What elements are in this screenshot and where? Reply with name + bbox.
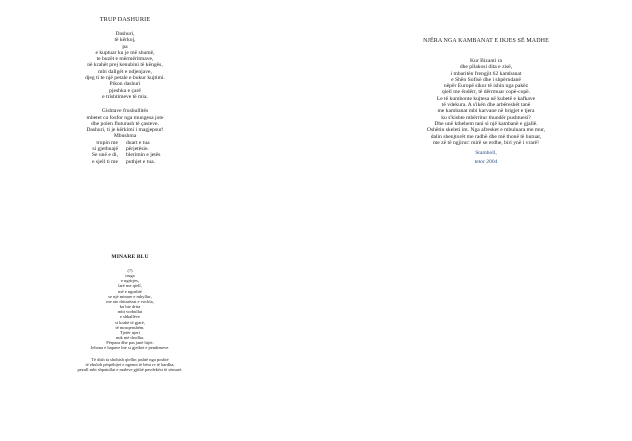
poem-line: Dhe unë kthehem tani si një kambanë e gjallë. — [434, 120, 538, 127]
poem-title: TRUP DASHURIE — [99, 16, 151, 23]
poem-line: me kambanat mbi karvane në brigjet e tjera — [437, 108, 535, 115]
poem-line: më e ngushtë — [118, 288, 142, 294]
poem-line: pa — [122, 43, 128, 50]
poem-line: dalin shenjtorët me radhë dhe më thonë të hutuar, — [430, 133, 542, 140]
poem-lines-2 — [25, 357, 235, 372]
right-page — [316, 0, 632, 441]
poem-line: te buzët e mërmëritmave, — [96, 56, 154, 63]
poem-line: Mbushma — [113, 133, 137, 140]
poem-line: e trishtimeve të mia. — [102, 93, 148, 100]
pair-right: duart e tua — [126, 139, 150, 146]
poem-line: ku bie drita — [119, 304, 141, 310]
poem-line: Të dish ta shohish qiellin jashtë nga poshtë — [91, 356, 169, 362]
poem-line: me zë të ngjirur: mirë se erdhe, biri ynë i vrarë! — [432, 139, 540, 146]
poem-line: Pikon dashuri — [109, 81, 141, 88]
poem-line: nëpër Europë sikur të ishin nga pakëz — [443, 83, 529, 90]
stanza-1 — [60, 31, 190, 100]
poem-line: me ato dritarëzat e vockla, — [106, 298, 154, 304]
poem-line: e ngrirjes, — [121, 278, 139, 284]
poem-line: si krahë të gjarë, — [115, 319, 145, 325]
place: Stamboll, — [475, 150, 497, 157]
poem-title: NJËRA NGA KAMBANAT E IKJES SË MADHE — [423, 38, 549, 44]
poem-lines — [386, 58, 586, 146]
pair-left: trupin me — [96, 139, 118, 146]
poem-line: të mosqenshëm. — [115, 324, 145, 330]
poem-line: e Shën Sofisë dhe i shpërndanë — [451, 76, 521, 83]
pair-left: Se unë e di, — [91, 152, 118, 159]
poem-line: mbi dallgët e ndjenjave, — [98, 68, 152, 75]
poem-line: Kur Bizanti ra — [470, 58, 502, 64]
poem-line: ku s'kishte mbërritur thundër pushtuesi? — [441, 114, 531, 121]
poem-trup-dashurie — [60, 16, 190, 165]
stanza-2 — [60, 108, 190, 139]
poem-line: të zbuloh përpëhijet e ngenut të bëra re të bardha, — [85, 361, 175, 367]
poem-line: larë me qiell, — [118, 283, 142, 289]
poem-line: Tjetër njeri — [119, 329, 141, 335]
pair-right: përjetësie. — [126, 146, 149, 153]
poem-line: Gishtave frushullitës — [101, 108, 149, 115]
poem-line: qiell me ëndërr, të dërrmuar copë-copë. — [441, 89, 531, 96]
poem-line: mbetet ca fosfor nga mungesa jote — [86, 114, 164, 121]
date: tetor 2004 — [474, 159, 498, 166]
pair-left: si gjethnajë — [92, 146, 118, 153]
poem-line: nuk më drodha. — [115, 335, 145, 341]
poem-line: mbi vorbullat — [117, 309, 143, 315]
poem-line: Jehona e hapave bie si gjethet e pendimeve. — [90, 345, 170, 351]
poem-line: dhe pllakosi dita e zisë, — [459, 64, 513, 71]
poem-line: Oshëtin skeleti im. Nga afresket e mbuluara me mur, — [426, 127, 546, 134]
pair-left: e sjell ti me — [92, 158, 118, 165]
poem-minare-blu — [25, 254, 235, 372]
poem-line: të vdekura. A s'ikën dhe arbëreshët tanë — [441, 102, 531, 109]
poem-line: e kuptuar ku je më shumë, — [95, 49, 155, 56]
poem-line: (?) — [127, 268, 133, 273]
poem-line-pair — [60, 159, 190, 165]
poem-line: të kërkoj, — [114, 37, 136, 44]
poem-line: Dashuri, ti je kërkimi i magjepsur! — [86, 127, 164, 134]
poem-kambanat — [386, 38, 586, 166]
poem-line: Dashuri, — [115, 31, 135, 37]
poem-line: truga — [125, 273, 135, 279]
stanza-2-pairs — [60, 140, 190, 165]
pair-right: blerimin e jetës — [126, 152, 161, 159]
poem-line: se një minare e mbyllur, — [108, 293, 152, 299]
poem-line: i mbaritën frengjit 62 kambanat — [450, 70, 522, 77]
poem-title: MINARE BLU — [111, 254, 149, 260]
poem-line: në krahët prej kenubini të këngës, — [87, 62, 163, 69]
poem-line: Le të kumbonte kujtesa në kubetë e kafkave — [436, 95, 536, 102]
poem-line: dhe polen fluturash të çasteve. — [91, 120, 159, 127]
poem-line: pezull mbi shpatullat e maleve gjithë pavdekësi të sëmurë. — [77, 366, 183, 372]
poem-line: pjeshka e çarë — [109, 87, 141, 94]
poem-lines — [25, 268, 235, 351]
pair-right: puthjet e tua. — [126, 158, 156, 165]
poem-line: Përpara dhe pas janë hijet: — [106, 340, 154, 346]
poem-line: djeg ti te një petale e bukur kujtimi. — [85, 75, 165, 82]
poem-line: e shkallëve — [119, 314, 141, 320]
